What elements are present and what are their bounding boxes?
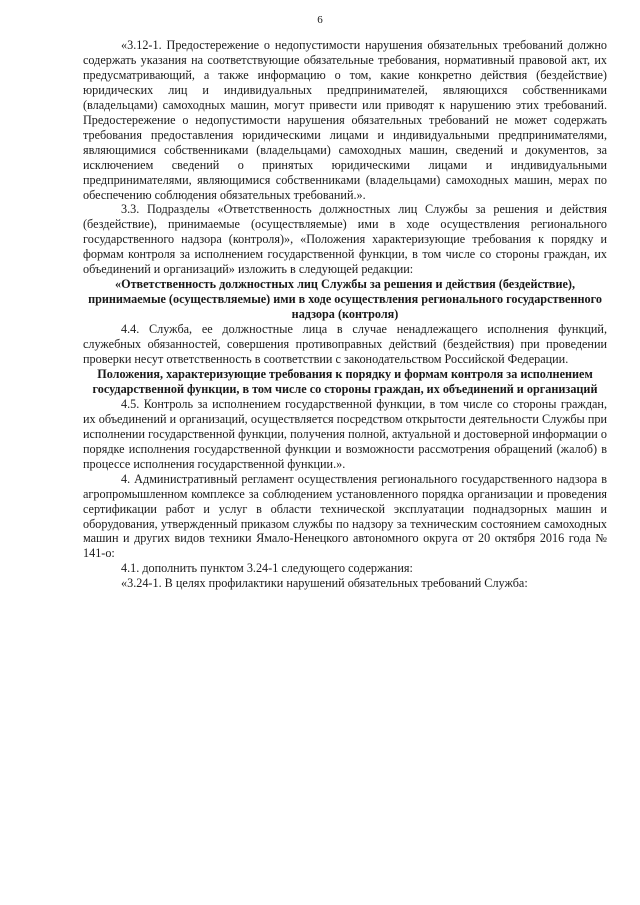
paragraph-3-3: 3.3. Подразделы «Ответственность должностных лиц Службы за решения и действия (бездействие), принимаемые (осуществляемые) ими в ходе осуществления регионального государственного надзора (контроля)», «Положения характеризующие требования к порядку и формам контроля за исполнением государственной функции, в том числе со стороны граждан, их объединений и организаций» изложить в следующей редакции: (83, 202, 607, 277)
paragraph-4-5: 4.5. Контроль за исполнением государственной функции, в том числе со стороны граждан, их объединений и организаций, осуществляется посредством открытости деятельности Службы при исполнении государственной функции, получения полной, актуальной и достоверной информации о порядке исполнения государственной функции и возможности рассмотрения обращений (жалоб) в процессе исполнения государственной функции.». (83, 396, 607, 471)
paragraph-3-24-1: «3.24-1. В целях профилактики нарушений обязательных требований Служба: (121, 576, 528, 591)
page-number: 6 (317, 14, 323, 26)
section-heading-control-provisions: Положения, характеризующие требования к порядку и формам контроля за исполнением государственной функции, в том числе со стороны граждан, их объединений и организаций (92, 366, 598, 396)
section-heading-responsibility: «Ответственность должностных лиц Службы за решения и действия (бездействие), принимаемые (осуществляемые) ими в ходе осуществления регионального государственного надзора (контроля) (88, 277, 602, 322)
paragraph-4-1: 4.1. дополнить пунктом 3.24-1 следующего содержания: (121, 561, 413, 576)
paragraph-4-4: 4.4. Служба, ее должностные лица в случае ненадлежащего исполнения функций, служебных обязанностей, совершения противоправных действий (бездействия) при проведении проверки несут ответственность в соответствии с законодательством Российской Федерации. (83, 322, 607, 367)
document-body (83, 38, 607, 591)
paragraph-3-12-1: «3.12-1. Предостережение о недопустимости нарушения обязательных требований должно содержать указания на соответствующие обязательные требования, нормативный правовой акт, их предусматривающий, а также информацию о том, какие конкретно действия (бездействие) юридических лиц и индивидуальных предпринимателей, являющихся собственниками (владельцами) самоходных машин, могут привести или приводят к нарушению этих требований. Предостережение о недопустимости нарушения обязательных требований не может содержать требования предоставления юридическими лицами и индивидуальными предпринимателями, являющимися собственниками (владельцами) самоходных машин, сведений и документов, за исключением сведений о принятых юридическими лицами и индивидуальными предпринимателями, являющимися собственниками (владельцами) самоходных машин, мерах по обеспечению соблюдения обязательных требований.». (83, 38, 607, 202)
paragraph-4-regulation: 4. Административный регламент осуществления регионального государственного надзора в агропромышленном комплексе за соблюдением установленного порядка организации и проведения сертификации работ и услуг в области технической эксплуатации поднадзорных машин и оборудования, утвержденный приказом службы по надзору за техническим состоянием самоходных машин и других видов техники Ямало-Ненецкого автономного округа от 20 октября 2016 года № 141-о: (83, 471, 607, 561)
